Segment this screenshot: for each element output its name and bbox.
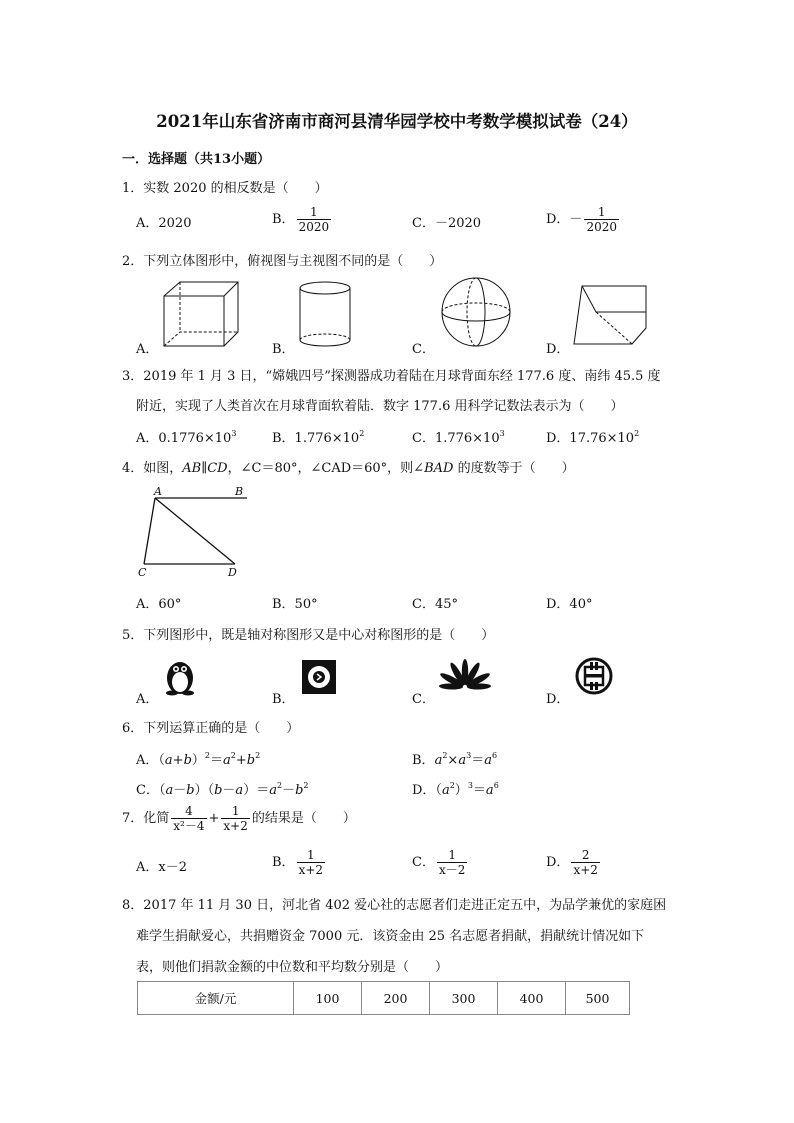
donation-table [137,981,630,1015]
q7-option-b [272,848,327,877]
question-2-stem: 2．下列立体图形中，俯视图与主视图不同的是（ ） [122,254,443,269]
q1-option-b-label: B． [272,212,295,227]
q7-stem-post: 的结果是（ ） [251,811,356,826]
q4-stem-pre: 4．如图， [122,461,183,476]
q7-option-d-fraction [571,848,599,877]
q5-option-c: C． [412,692,435,707]
section-heading: 一．选择题（共13小题） [122,152,271,167]
q2-option-a: A． [136,342,159,357]
point-d-label: D [228,566,237,579]
q4-stem-post: 的度数等于（ ） [453,461,575,476]
cube-figure [160,280,240,350]
q7-c-numerator: 1 [437,848,467,863]
cylinder-figure [298,280,352,348]
q7-option-a: A．x－2 [136,860,187,875]
q3-option-d [546,427,639,446]
q7-c-denominator: x－2 [438,863,466,877]
table-row [138,982,630,1015]
question-5-stem: 5．下列图形中，既是轴对称图形又是中心对称图形的是（ ） [122,628,495,643]
point-a-label: A [154,485,162,498]
question-3-line-1: 3．2019 年 1 月 3 日，“嫦娥四号”探测器成功着陆在月球背面东经 177.6 度、南纬 45.5 度 [122,369,661,384]
q4-option-b: B．50° [272,597,318,612]
q7-plus: + [208,811,220,826]
q7-fraction-2 [221,804,249,833]
point-b-label: B [235,485,244,498]
question-6-stem: 6．下列运算正确的是（ ） [122,721,300,736]
q3-d-base: D．17.76×10 [546,431,635,446]
square-badge-logo-icon [302,660,336,694]
q7-option-c-fraction [437,848,467,877]
table-header-cell: 金额/元 [138,982,294,1015]
q7-f1-denominator: x²－4 [173,819,205,833]
q2-option-b: B． [272,342,295,357]
q3-c-exponent: 3 [499,429,505,438]
question-1-stem: 1．实数 2020 的相反数是（ ） [122,181,328,196]
question-3-line-2: 附近，实现了人类首次在月球背面软着陆．数字 177.6 用科学记数法表示为（ ） [136,399,624,414]
q2-option-d: D． [546,342,570,357]
q3-c-base: C．1.776×10 [412,431,500,446]
question-8-line-3: 表，则他们捐款金额的中位数和平均数分别是（ ） [136,960,449,975]
q5-option-b: B． [272,692,295,707]
q7-option-b-fraction [297,848,325,877]
q7-d-denominator: x+2 [573,863,598,877]
q4-parallel: AB∥CD [182,461,228,476]
table-header-cell: 200 [362,982,430,1015]
question-7-stem [122,804,356,833]
question-8-line-2: 难学生捐献爱心，共捐赠资金 7000 元．该资金由 25 名志愿者捐献，捐献统计情况如下 [136,929,645,944]
q7-option-d [546,848,602,877]
q4-angle-bad: BAD [424,461,454,476]
q1-b-denominator: 2020 [298,220,330,234]
q3-d-exponent: 2 [634,429,640,438]
q7-f2-denominator: x+2 [223,819,248,833]
q1-option-a: A．2020 [136,216,192,231]
sphere-figure [440,276,512,348]
q5-option-d: D． [546,692,570,707]
penguin-logo-icon [163,658,197,696]
q7-f1-numerator: 4 [171,804,206,819]
q7-option-b-label: B． [272,855,295,870]
q3-a-exponent: 3 [231,429,237,438]
q1-option-b [272,205,333,234]
page-title: 2021年山东省济南市商河县清华园学校中考数学模拟试卷（24） [156,112,638,131]
q3-option-b [272,427,364,446]
table-header-cell: 500 [566,982,630,1015]
q7-stem-pre: 7．化简 [122,811,170,826]
point-c-label: C [138,566,147,579]
question-8-line-1: 8．2017 年 11 月 30 日，河北省 402 爱心社的志愿者们走进正定五中，为品学兼优的家庭困 [122,898,667,913]
question-4-stem [122,457,575,476]
q3-b-exponent: 2 [359,429,365,438]
q1-b-numerator: 1 [297,205,332,220]
q7-option-c-label: C． [412,855,435,870]
table-header-cell: 300 [430,982,498,1015]
q7-fraction-1 [171,804,206,833]
q7-b-numerator: 1 [297,848,325,863]
q6-option-c: C．$(a-b)(b-a)=a^2-b^2$ [136,781,309,798]
q1-option-d-fraction [584,205,619,234]
q3-option-a [136,427,236,446]
q7-f2-numerator: 1 [221,804,249,819]
q3-a-base: A．0.1776×10 [136,431,232,446]
q6-option-a: A．$(a+b)^2=a^2+b^2$ [136,751,261,768]
table-header-cell: 400 [498,982,566,1015]
q3-b-base: B．1.776×10 [272,431,360,446]
petal-logo-icon [442,659,488,695]
q7-d-numerator: 2 [571,848,599,863]
q7-b-denominator: x+2 [298,863,324,877]
prism-figure [572,284,648,348]
q4-option-c: C．45° [412,597,458,612]
q6-option-d: D．$(a^2)^3=a^6$ [412,781,499,798]
q1-option-d-label: D．－ [546,212,583,227]
q2-option-c: C． [412,342,435,357]
q7-option-d-label: D． [546,855,570,870]
table-header-cell: 100 [294,982,362,1015]
q3-option-c [412,427,505,446]
q5-option-a: A． [136,692,159,707]
q4-stem-mid: ，∠C＝80°，∠CAD＝60°，则∠ [227,461,425,476]
q1-option-d [546,205,621,234]
q1-option-c: C．－2020 [412,216,482,231]
q4-option-d: D．40° [546,597,593,612]
q4-option-a: A．60° [136,597,182,612]
q7-option-c [412,848,469,877]
q1-option-b-fraction [297,205,332,234]
q1-d-numerator: 1 [584,205,619,220]
q6-option-b: B．$a^2\times a^3=a^6$ [412,751,498,768]
q1-d-denominator: 2020 [586,220,617,234]
bank-logo-icon [575,657,613,695]
